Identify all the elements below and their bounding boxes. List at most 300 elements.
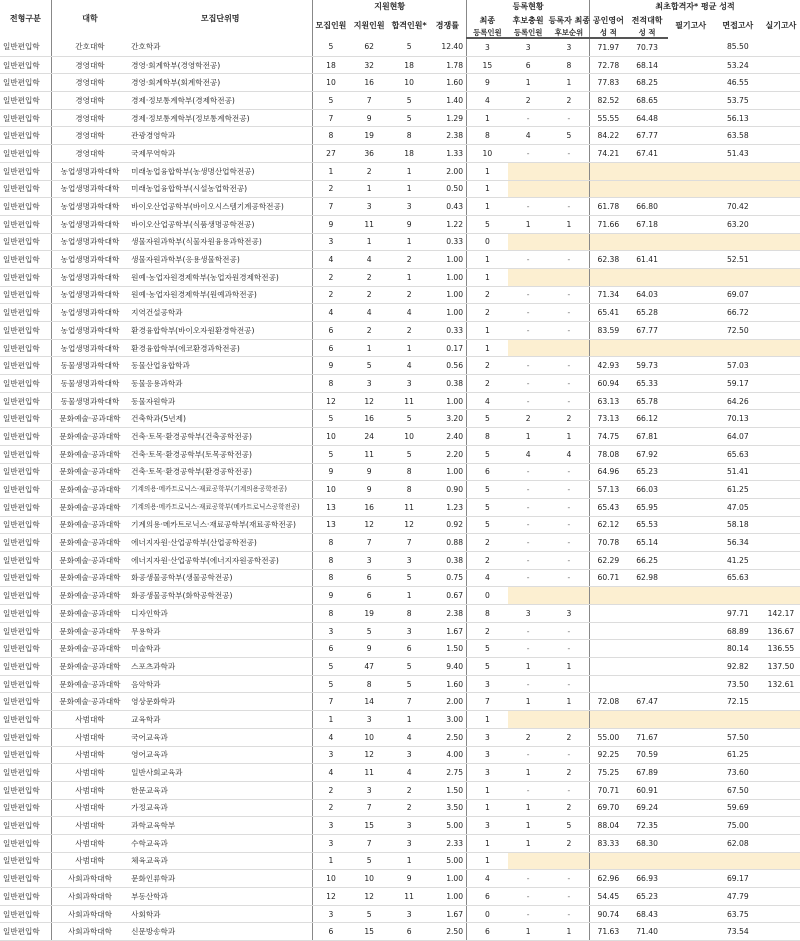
practical-cell [762,445,800,463]
practical-cell [762,728,800,746]
table-row [0,410,800,428]
interview-cell: 59.17 [714,375,762,393]
college-cell: 사범대학 [51,852,128,870]
admitted-cell: 3 [390,375,429,393]
college-cell: 문화예술·공과대학 [51,410,128,428]
lastrank-cell: - [549,569,590,587]
written-cell [668,711,714,729]
gpa-cell: 72.35 [627,817,668,835]
quota-cell: 10 [313,428,349,446]
applied-cell: 3 [349,375,390,393]
final-cell: 15 [467,56,508,74]
interview-cell: 46.55 [714,74,762,92]
quota-cell: 9 [313,463,349,481]
written-cell [668,658,714,676]
applied-cell: 11 [349,764,390,782]
written-cell [668,870,714,888]
lastrank-cell: - [549,640,590,658]
applied-cell: 2 [349,322,390,340]
written-cell [668,693,714,711]
applied-cell: 3 [349,781,390,799]
lastrank-cell: - [549,498,590,516]
college-cell: 동물생명과학대학 [51,392,128,410]
eng-cell: 62.12 [590,516,627,534]
eng-cell [590,640,627,658]
practical-cell: 136.67 [762,622,800,640]
quota-cell: 8 [313,551,349,569]
interview-cell: 47.79 [714,888,762,906]
table-row [0,870,800,888]
lastrank-cell: - [549,322,590,340]
table-row [0,198,800,216]
waitlist-cell: - [508,198,549,216]
table-row [0,180,800,198]
waitlist-cell: - [508,357,549,375]
quota-cell: 5 [313,445,349,463]
waitlist-cell: 3 [508,605,549,623]
ratio-cell: 2.50 [429,923,467,941]
table-row [0,675,800,693]
applied-cell: 5 [349,852,390,870]
waitlist-cell: - [508,870,549,888]
lastrank-cell: 2 [549,410,590,428]
admitted-cell: 2 [390,799,429,817]
college-cell: 사범대학 [51,817,128,835]
interview-cell: 73.50 [714,675,762,693]
eng-cell: 83.33 [590,834,627,852]
header-lastrank-top: 등록자 최종 [549,14,590,28]
ratio-cell: 0.75 [429,569,467,587]
eng-cell: 65.41 [590,304,627,322]
ratio-cell: 1.00 [429,268,467,286]
admitted-cell: 1 [390,268,429,286]
ratio-cell: 1.78 [429,56,467,74]
header-final-top: 최종 [467,14,508,28]
practical-cell: 137.50 [762,658,800,676]
college-cell: 농업생명과학대학 [51,339,128,357]
unit-cell: 기계의용·메카트로닉스·재료공학부(재료공학전공) [128,516,313,534]
lastrank-cell: 2 [549,728,590,746]
interview-cell: 63.20 [714,215,762,233]
quota-cell: 8 [313,375,349,393]
admitted-cell: 1 [390,180,429,198]
eng-cell: 55.55 [590,109,627,127]
quota-cell: 1 [313,852,349,870]
ratio-cell: 9.40 [429,658,467,676]
final-cell: 6 [467,888,508,906]
lastrank-cell: - [549,870,590,888]
written-cell [668,180,714,198]
college-cell: 문화예술·공과대학 [51,640,128,658]
written-cell [668,516,714,534]
admitted-cell: 1 [390,339,429,357]
table-row [0,375,800,393]
waitlist-cell [508,162,549,180]
ratio-cell: 1.40 [429,92,467,110]
college-cell: 문화예술·공과대학 [51,445,128,463]
college-cell: 농업생명과학대학 [51,322,128,340]
eng-cell: 54.45 [590,888,627,906]
gpa-cell: 67.41 [627,145,668,163]
quota-cell: 4 [313,764,349,782]
lastrank-cell: - [549,463,590,481]
lastrank-cell [549,711,590,729]
eng-cell: 60.71 [590,569,627,587]
waitlist-cell: - [508,375,549,393]
lastrank-cell: 1 [549,428,590,446]
waitlist-cell: 4 [508,445,549,463]
practical-cell [762,109,800,127]
eng-cell [590,605,627,623]
interview-cell: 70.42 [714,198,762,216]
ratio-cell: 2.38 [429,605,467,623]
gpa-cell [627,622,668,640]
quota-cell: 5 [313,658,349,676]
type-cell: 일반편입학 [0,268,51,286]
quota-cell: 13 [313,498,349,516]
admitted-cell: 6 [390,640,429,658]
practical-cell [762,569,800,587]
interview-cell [714,711,762,729]
admitted-cell: 5 [390,92,429,110]
header-eng-top: 공인영어 [590,14,627,28]
eng-cell: 74.21 [590,145,627,163]
lastrank-cell: 1 [549,693,590,711]
ratio-cell: 2.20 [429,445,467,463]
admitted-cell: 8 [390,605,429,623]
final-cell: 4 [467,392,508,410]
unit-cell: 국어교육과 [128,728,313,746]
table-row [0,605,800,623]
practical-cell [762,711,800,729]
applied-cell: 4 [349,304,390,322]
type-cell: 일반편입학 [0,339,51,357]
type-cell: 일반편입학 [0,322,51,340]
type-cell: 일반편입학 [0,463,51,481]
applied-cell: 1 [349,233,390,251]
waitlist-cell: 1 [508,658,549,676]
lastrank-cell: 2 [549,92,590,110]
practical-cell [762,693,800,711]
eng-cell: 60.94 [590,375,627,393]
gpa-cell: 65.23 [627,463,668,481]
admitted-cell: 8 [390,481,429,499]
practical-cell [762,375,800,393]
written-cell [668,764,714,782]
header-eng-bottom: 성 적 [590,28,627,38]
gpa-cell [627,852,668,870]
college-cell: 농업생명과학대학 [51,198,128,216]
practical-cell: 136.55 [762,640,800,658]
quota-cell: 13 [313,516,349,534]
quota-cell: 8 [313,534,349,552]
college-cell: 사범대학 [51,834,128,852]
eng-cell [590,233,627,251]
admitted-cell: 6 [390,923,429,941]
admitted-cell: 5 [390,658,429,676]
unit-cell: 건축·토목·환경공학부(건축공학전공) [128,428,313,446]
admitted-cell: 7 [390,693,429,711]
applied-cell: 4 [349,251,390,269]
admitted-cell: 5 [390,410,429,428]
written-cell [668,888,714,906]
table-row [0,852,800,870]
eng-cell: 62.96 [590,870,627,888]
type-cell: 일반편입학 [0,640,51,658]
header-waitlist-top: 후보충원 [508,14,549,28]
lastrank-cell: - [549,198,590,216]
college-cell: 문화예술·공과대학 [51,534,128,552]
lastrank-cell: - [549,304,590,322]
written-cell [668,109,714,127]
waitlist-cell: - [508,569,549,587]
ratio-cell: 1.23 [429,498,467,516]
type-cell: 일반편입학 [0,817,51,835]
college-cell: 사범대학 [51,711,128,729]
unit-cell: 건축학과(5년제) [128,410,313,428]
header-scores-group: 최초합격자* 평균 성적 [590,0,800,14]
college-cell: 농업생명과학대학 [51,268,128,286]
table-row [0,534,800,552]
table-row [0,251,800,269]
unit-cell: 동물응용과학과 [128,375,313,393]
practical-cell [762,870,800,888]
applied-cell: 12 [349,392,390,410]
type-cell: 일반편입학 [0,852,51,870]
applied-cell: 6 [349,587,390,605]
college-cell: 동물생명과학대학 [51,375,128,393]
interview-cell: 69.07 [714,286,762,304]
gpa-cell [627,268,668,286]
applied-cell: 3 [349,551,390,569]
eng-cell [590,852,627,870]
written-cell [668,481,714,499]
unit-cell: 교육학과 [128,711,313,729]
ratio-cell: 2.75 [429,764,467,782]
unit-cell: 관광경영학과 [128,127,313,145]
applied-cell: 12 [349,888,390,906]
final-cell: 1 [467,711,508,729]
waitlist-cell: 1 [508,799,549,817]
type-cell: 일반편입학 [0,534,51,552]
final-cell: 2 [467,622,508,640]
table-row [0,339,800,357]
interview-cell: 59.69 [714,799,762,817]
written-cell [668,127,714,145]
final-cell: 1 [467,852,508,870]
type-cell: 일반편입학 [0,215,51,233]
final-cell: 0 [467,587,508,605]
waitlist-cell: 2 [508,410,549,428]
type-cell: 일반편입학 [0,746,51,764]
quota-cell: 7 [313,109,349,127]
ratio-cell: 12.40 [429,38,467,56]
waitlist-cell [508,180,549,198]
interview-cell: 61.25 [714,481,762,499]
ratio-cell: 1.50 [429,640,467,658]
table-body [0,38,800,941]
lastrank-cell: - [549,145,590,163]
gpa-cell: 67.89 [627,764,668,782]
college-cell: 사범대학 [51,799,128,817]
eng-cell: 84.22 [590,127,627,145]
interview-cell: 62.08 [714,834,762,852]
unit-cell: 영어교육과 [128,746,313,764]
interview-cell: 52.51 [714,251,762,269]
waitlist-cell: - [508,516,549,534]
type-cell: 일반편입학 [0,56,51,74]
eng-cell: 77.83 [590,74,627,92]
gpa-cell [627,640,668,658]
written-cell [668,551,714,569]
practical-cell [762,357,800,375]
table-row [0,286,800,304]
interview-cell [714,162,762,180]
applied-cell: 5 [349,905,390,923]
practical-cell [762,481,800,499]
unit-cell: 간호학과 [128,38,313,56]
practical-cell [762,198,800,216]
type-cell: 일반편입학 [0,605,51,623]
ratio-cell: 0.33 [429,233,467,251]
practical-cell [762,746,800,764]
waitlist-cell: 1 [508,923,549,941]
waitlist-cell: 1 [508,428,549,446]
gpa-cell: 67.47 [627,693,668,711]
waitlist-cell [508,587,549,605]
unit-cell: 국제무역학과 [128,145,313,163]
practical-cell [762,817,800,835]
admitted-cell: 1 [390,162,429,180]
final-cell: 1 [467,251,508,269]
applied-cell: 2 [349,162,390,180]
practical-cell [762,145,800,163]
admitted-cell: 4 [390,357,429,375]
eng-cell [590,622,627,640]
type-cell: 일반편입학 [0,180,51,198]
quota-cell: 2 [313,781,349,799]
eng-cell: 64.96 [590,463,627,481]
admitted-cell: 11 [390,888,429,906]
applied-cell: 19 [349,605,390,623]
ratio-cell: 1.00 [429,304,467,322]
eng-cell: 71.97 [590,38,627,56]
admitted-cell: 4 [390,728,429,746]
lastrank-cell: - [549,534,590,552]
practical-cell [762,92,800,110]
gpa-cell: 65.95 [627,498,668,516]
interview-cell [714,852,762,870]
applied-cell: 16 [349,74,390,92]
gpa-cell: 70.59 [627,746,668,764]
waitlist-cell: - [508,675,549,693]
quota-cell: 10 [313,481,349,499]
admitted-cell: 10 [390,74,429,92]
unit-cell: 가정교육과 [128,799,313,817]
applied-cell: 11 [349,445,390,463]
interview-cell: 51.41 [714,463,762,481]
waitlist-cell: 1 [508,817,549,835]
written-cell [668,304,714,322]
ratio-cell: 5.00 [429,852,467,870]
college-cell: 경영대학 [51,56,128,74]
applied-cell: 19 [349,127,390,145]
practical-cell [762,56,800,74]
waitlist-cell: - [508,622,549,640]
waitlist-cell: 3 [508,38,549,56]
gpa-cell [627,605,668,623]
unit-cell: 화공생물공학부(화학공학전공) [128,587,313,605]
interview-cell: 66.72 [714,304,762,322]
ratio-cell: 0.92 [429,516,467,534]
college-cell: 문화예술·공과대학 [51,693,128,711]
written-cell [668,728,714,746]
waitlist-cell: - [508,888,549,906]
gpa-cell [627,675,668,693]
interview-cell: 85.50 [714,38,762,56]
table-row [0,392,800,410]
header-waitlist-bottom: 등록인원 [508,28,549,38]
unit-cell: 환경융합학부(바이오자원환경학전공) [128,322,313,340]
unit-cell: 지역건설공학과 [128,304,313,322]
eng-cell: 62.38 [590,251,627,269]
interview-cell [714,339,762,357]
type-cell: 일반편입학 [0,198,51,216]
eng-cell: 78.08 [590,445,627,463]
lastrank-cell: 3 [549,605,590,623]
quota-cell: 7 [313,693,349,711]
written-cell [668,905,714,923]
eng-cell [590,675,627,693]
final-cell: 4 [467,870,508,888]
final-cell: 1 [467,180,508,198]
type-cell: 일반편입학 [0,428,51,446]
applied-cell: 62 [349,38,390,56]
interview-cell: 57.50 [714,728,762,746]
header-quota: 모집인원 [313,14,349,38]
gpa-cell: 65.78 [627,392,668,410]
written-cell [668,746,714,764]
applied-cell: 9 [349,481,390,499]
lastrank-cell: - [549,905,590,923]
admitted-cell: 5 [390,569,429,587]
lastrank-cell: - [549,286,590,304]
table-row [0,817,800,835]
table-row [0,92,800,110]
ratio-cell: 1.00 [429,392,467,410]
quota-cell: 12 [313,392,349,410]
written-cell [668,605,714,623]
quota-cell: 3 [313,817,349,835]
waitlist-cell: - [508,534,549,552]
quota-cell: 6 [313,339,349,357]
practical-cell [762,38,800,56]
final-cell: 10 [467,145,508,163]
final-cell: 9 [467,74,508,92]
waitlist-cell: - [508,109,549,127]
header-registration-group: 등록현황 [467,0,590,14]
gpa-cell: 65.28 [627,304,668,322]
admitted-cell: 3 [390,834,429,852]
final-cell: 5 [467,410,508,428]
lastrank-cell: 1 [549,74,590,92]
eng-cell: 55.00 [590,728,627,746]
type-cell: 일반편입학 [0,286,51,304]
table-row [0,569,800,587]
gpa-cell: 65.53 [627,516,668,534]
lastrank-cell: 8 [549,56,590,74]
header-gpa-top: 전적대학 [627,14,668,28]
